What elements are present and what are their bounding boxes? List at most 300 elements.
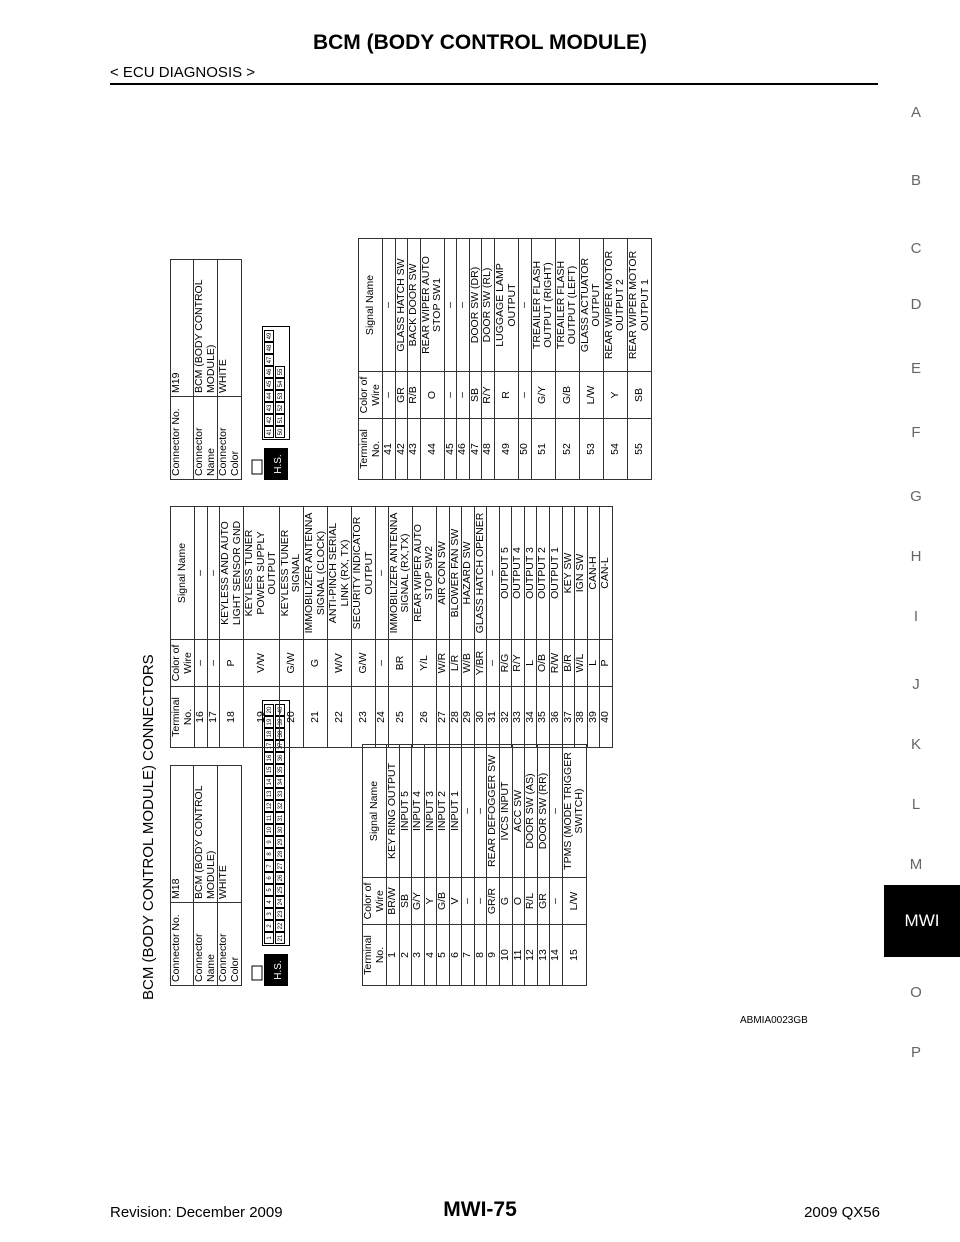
signal-name: KEYLESS AND AUTO LIGHT SENSOR GND [220, 507, 244, 640]
terminal-no: 4 [424, 925, 437, 986]
wire-color: V [449, 878, 462, 925]
wire-color: Y [603, 372, 627, 419]
pin-cell: 42 [264, 414, 274, 426]
table-row [388, 507, 412, 748]
wire-color: L/W [579, 372, 603, 419]
signal-name: IVCS INPUT [500, 745, 513, 878]
section-index-i[interactable]: I [913, 608, 919, 625]
info-value-color: WHITE [218, 766, 242, 903]
pin-cell: 19 [264, 716, 274, 728]
pin-cell: 1 [264, 932, 274, 944]
active-section-tab[interactable]: MWI [884, 885, 960, 957]
signal-name: CAN-L [600, 507, 613, 640]
pin-cell: 2 [264, 920, 274, 932]
wire-color: R/L [525, 878, 538, 925]
table-row [562, 507, 575, 748]
wire-color: G/W [279, 640, 303, 687]
table-row [395, 239, 408, 480]
signal-name: BLOWER FAN SW [449, 507, 462, 640]
wire-color: GR [395, 372, 408, 419]
table-row [462, 507, 475, 748]
table-row [279, 507, 303, 748]
pin-cell: 39 [275, 716, 285, 728]
wire-color: G/W [352, 640, 376, 687]
wire-color: R/Y [482, 372, 495, 419]
pin-cell: 35 [275, 764, 285, 776]
page-title: BCM (BODY CONTROL MODULE) [312, 31, 648, 54]
terminal-no: 49 [495, 419, 519, 480]
wire-color: – [383, 372, 396, 419]
terminal-no: 35 [537, 687, 550, 748]
pin-table-m19 [358, 238, 652, 480]
section-index-k[interactable]: K [910, 736, 921, 753]
column-header: Signal Name [171, 507, 195, 640]
table-row [424, 745, 437, 986]
wire-color: O/B [537, 640, 550, 687]
pin-cell: 47 [264, 354, 274, 366]
terminal-no: 40 [600, 687, 613, 748]
pin-cell: 53 [275, 390, 285, 402]
figure-id: ABMIA0023GB [740, 1015, 808, 1026]
pin-cell: 46 [264, 366, 274, 378]
pin-cell: 29 [275, 836, 285, 848]
table-row [562, 745, 586, 986]
terminal-no: 28 [449, 687, 462, 748]
wire-color: R/G [499, 640, 512, 687]
wire-color: SB [469, 372, 482, 419]
terminal-no: 8 [474, 925, 487, 986]
wire-color: SB [628, 372, 652, 419]
signal-name: INPUT 2 [437, 745, 450, 878]
section-index-e[interactable]: E [910, 360, 921, 377]
wire-color: Y [424, 878, 437, 925]
section-index-c[interactable]: C [910, 240, 922, 257]
wire-color: G [500, 878, 513, 925]
terminal-no: 38 [575, 687, 588, 748]
svg-text:H.S.: H.S. [273, 960, 284, 980]
table-row [376, 507, 389, 748]
section-index-o[interactable]: O [910, 984, 922, 1001]
signal-name: – [457, 239, 470, 372]
signal-name: DOOR SW (DR) [469, 239, 482, 372]
wire-color: GR/R [487, 878, 500, 925]
pin-cell: 21 [275, 932, 285, 944]
column-header: Terminal No. [363, 925, 387, 986]
signal-name: DOOR SW (AS) [525, 745, 538, 878]
wire-color: BR/W [387, 878, 400, 925]
section-index-g[interactable]: G [910, 488, 922, 505]
signal-name: REAR WIPER AUTO STOP SW2 [412, 507, 436, 640]
wire-color: P [600, 640, 613, 687]
terminal-no: 24 [376, 687, 389, 748]
pin-cell: 51 [275, 414, 285, 426]
terminal-no: 21 [304, 687, 328, 748]
table-row [524, 507, 537, 748]
terminal-no: 53 [579, 419, 603, 480]
section-index-f[interactable]: F [911, 424, 921, 441]
wire-color: G/Y [531, 372, 555, 419]
table-row [457, 239, 470, 480]
section-index-b[interactable]: B [910, 172, 921, 189]
terminal-no: 54 [603, 419, 627, 480]
terminal-no: 6 [449, 925, 462, 986]
signal-name: REAR WIPER AUTO STOP SW1 [420, 239, 444, 372]
wire-color: – [195, 640, 208, 687]
column-header: Terminal No. [171, 687, 195, 748]
pin-cell: 54 [275, 378, 285, 390]
section-index-h[interactable]: H [910, 548, 922, 565]
terminal-no: 51 [531, 419, 555, 480]
signal-name: AIR CON SW [437, 507, 450, 640]
column-header: Color of Wire [171, 640, 195, 687]
table-row [437, 507, 450, 748]
signal-name: – [519, 239, 532, 372]
pin-cell: 9 [264, 836, 274, 848]
signal-name: KEYLESS TUNER POWER SUPPLY OUTPUT [244, 507, 280, 640]
section-index-d[interactable]: D [910, 296, 922, 313]
signal-name: ACC SW [512, 745, 525, 878]
signal-name: SECURITY INDICATOR OUTPUT [352, 507, 376, 640]
table-row [587, 507, 600, 748]
wire-color: W/V [328, 640, 352, 687]
signal-name: TPMS (MODE TRIGGER SWITCH) [562, 745, 586, 878]
table-row [487, 745, 500, 986]
signal-name: CAN-H [587, 507, 600, 640]
wire-color: – [474, 878, 487, 925]
pin-cell: 41 [264, 426, 274, 438]
pin-cell: 18 [264, 728, 274, 740]
table-row [328, 507, 352, 748]
wire-color: – [487, 640, 500, 687]
pin-cell: 15 [264, 764, 274, 776]
table-row [603, 239, 627, 480]
table-row [462, 745, 475, 986]
terminal-no: 31 [487, 687, 500, 748]
table-row [482, 239, 495, 480]
table-row [437, 745, 450, 986]
section-index-j[interactable]: J [912, 676, 920, 693]
column-header: Signal Name [359, 239, 383, 372]
wire-color: R/W [549, 640, 562, 687]
pin-cell: 38 [275, 728, 285, 740]
wire-color: B/R [562, 640, 575, 687]
signal-name: TREAILER FLASH OUTPUT (RIGHT) [531, 239, 555, 372]
signal-name: – [444, 239, 457, 372]
terminal-no: 41 [383, 419, 396, 480]
signal-name: – [383, 239, 396, 372]
table-row [525, 745, 538, 986]
pin-cell: 6 [264, 872, 274, 884]
info-value-color: WHITE [218, 260, 242, 397]
terminal-no: 17 [207, 687, 220, 748]
pin-cell: 3 [264, 908, 274, 920]
table-row [474, 507, 487, 748]
terminal-no: 10 [500, 925, 513, 986]
hs-icon [250, 954, 290, 986]
signal-name: INPUT 1 [449, 745, 462, 878]
wire-color: W/L [575, 640, 588, 687]
pin-cell: 50 [275, 426, 285, 438]
table-row [444, 239, 457, 480]
section-index-l[interactable]: L [911, 796, 921, 813]
signal-name: INPUT 5 [399, 745, 412, 878]
wire-color: V/W [244, 640, 280, 687]
column-header: Color of Wire [363, 878, 387, 925]
wire-color: – [550, 878, 563, 925]
wire-color: Y/BR [474, 640, 487, 687]
terminal-no: 1 [387, 925, 400, 986]
pin-cell: 37 [275, 740, 285, 752]
terminal-no: 29 [462, 687, 475, 748]
pin-cell: 36 [275, 752, 285, 764]
table-row [352, 507, 376, 748]
header-rule [110, 83, 878, 85]
terminal-no: 32 [499, 687, 512, 748]
table-row [220, 507, 244, 748]
terminal-no: 46 [457, 419, 470, 480]
pin-cell: 52 [275, 402, 285, 414]
table-row [449, 745, 462, 986]
table-row [550, 745, 563, 986]
table-row [575, 507, 588, 748]
terminal-no: 11 [512, 925, 525, 986]
table-row [244, 507, 280, 748]
pin-cell: 43 [264, 402, 274, 414]
table-row [195, 507, 208, 748]
wire-color: – [462, 878, 475, 925]
terminal-no: 9 [487, 925, 500, 986]
signal-name: REAR DEFOGGER SW [487, 745, 500, 878]
pin-cell: 5 [264, 884, 274, 896]
terminal-no: 48 [482, 419, 495, 480]
column-header: Terminal No. [359, 419, 383, 480]
pin-cell: 44 [264, 390, 274, 402]
signal-name: OUTPUT 1 [549, 507, 562, 640]
terminal-no: 39 [587, 687, 600, 748]
table-row [387, 745, 400, 986]
table-row [531, 239, 555, 480]
terminal-no: 33 [512, 687, 525, 748]
table-row [537, 507, 550, 748]
table-row [628, 239, 652, 480]
pin-cell: 34 [275, 776, 285, 788]
info-label: Connector Color [218, 397, 242, 480]
wire-color: L [587, 640, 600, 687]
table-row [383, 239, 396, 480]
hs-icon [250, 448, 290, 480]
signal-name: DOOR SW (RR) [537, 745, 550, 878]
info-value-name: BCM (BODY CONTROL MODULE) [194, 260, 218, 397]
info-value-no: M19 [171, 260, 194, 397]
pin-cell: 31 [275, 812, 285, 824]
table-row [495, 239, 519, 480]
terminal-no: 5 [437, 925, 450, 986]
wire-color: R/B [408, 372, 421, 419]
connector-info-m19 [170, 259, 242, 480]
pin-cell: 49 [264, 330, 274, 342]
table-row [304, 507, 328, 748]
info-label: Connector No. [171, 397, 194, 480]
pin-cell: 30 [275, 824, 285, 836]
pin-cell: 16 [264, 752, 274, 764]
signal-name: GLASS HATCH SW [395, 239, 408, 372]
terminal-no: 45 [444, 419, 457, 480]
section-index-p[interactable]: P [910, 1044, 921, 1061]
connector-info-m18 [170, 765, 242, 986]
signal-name: REAR WIPER MOTOR OUTPUT 1 [628, 239, 652, 372]
info-label: Connector Name [194, 903, 218, 986]
signal-name: OUTPUT 4 [512, 507, 525, 640]
terminal-no: 2 [399, 925, 412, 986]
terminal-no: 52 [555, 419, 579, 480]
wire-color: L/W [562, 878, 586, 925]
signal-name: REAR WIPER MOTOR OUTPUT 2 [603, 239, 627, 372]
table-row [399, 745, 412, 986]
diagram-title: BCM (BODY CONTROL MODULE) CONNECTORS [140, 654, 157, 1000]
terminal-no: 34 [524, 687, 537, 748]
terminal-no: 25 [388, 687, 412, 748]
pin-cell: 22 [275, 920, 285, 932]
wire-color: GR [537, 878, 550, 925]
terminal-no: 19 [244, 687, 280, 748]
wire-color: O [420, 372, 444, 419]
signal-name: KEYLESS TUNER SIGNAL [279, 507, 303, 640]
terminal-no: 30 [474, 687, 487, 748]
terminal-no: 7 [462, 925, 475, 986]
wire-color: W/R [437, 640, 450, 687]
signal-name: OUTPUT 2 [537, 507, 550, 640]
signal-name: KEY RING OUTPUT [387, 745, 400, 878]
footer-model: 2009 QX56 [804, 1204, 880, 1221]
signal-name: GLASS HATCH OPENER [474, 507, 487, 640]
pin-cell: 26 [275, 872, 285, 884]
pin-cell: 28 [275, 848, 285, 860]
signal-name: – [462, 745, 475, 878]
signal-name: – [487, 507, 500, 640]
footer-revision: Revision: December 2009 [110, 1204, 283, 1221]
signal-name: – [195, 507, 208, 640]
signal-name: TREAILER FLASH OUTPUT (LEFT) [555, 239, 579, 372]
section-index-a[interactable]: A [910, 104, 921, 121]
wire-color: L [524, 640, 537, 687]
signal-name: GLASS ACTUATOR OUTPUT [579, 239, 603, 372]
table-row [500, 745, 513, 986]
terminal-no: 3 [412, 925, 425, 986]
signal-name: OUTPUT 3 [524, 507, 537, 640]
terminal-no: 23 [352, 687, 376, 748]
signal-name: – [376, 507, 389, 640]
table-row [579, 239, 603, 480]
pin-cell: 45 [264, 378, 274, 390]
signal-name: DOOR SW (RL) [482, 239, 495, 372]
terminal-no: 42 [395, 419, 408, 480]
section-label: < ECU DIAGNOSIS > [110, 64, 256, 81]
pin-cell: 25 [275, 884, 285, 896]
signal-name: ANTI-PINCH SERIAL LINK (RX, TX) [328, 507, 352, 640]
table-row [474, 745, 487, 986]
table-row [408, 239, 421, 480]
column-header: Color of Wire [359, 372, 383, 419]
pin-cell: 10 [264, 824, 274, 836]
wire-color: L/R [449, 640, 462, 687]
terminal-no: 36 [549, 687, 562, 748]
column-header: Signal Name [363, 745, 387, 878]
info-value-name: BCM (BODY CONTROL MODULE) [194, 766, 218, 903]
pin-table-m18-cont [170, 506, 613, 748]
wire-color: G [304, 640, 328, 687]
table-row [449, 507, 462, 748]
pin-cell: 33 [275, 788, 285, 800]
terminal-no: 50 [519, 419, 532, 480]
table-row [537, 745, 550, 986]
signal-name: INPUT 4 [412, 745, 425, 878]
pin-cell: 4 [264, 896, 274, 908]
terminal-no: 13 [537, 925, 550, 986]
pin-cell: 8 [264, 848, 274, 860]
wire-color: G/B [555, 372, 579, 419]
wire-color: G/B [437, 878, 450, 925]
table-row [600, 507, 613, 748]
wire-color: – [207, 640, 220, 687]
wire-color: P [220, 640, 244, 687]
pin-cell: 24 [275, 896, 285, 908]
pin-cell: 20 [264, 704, 274, 716]
table-row [469, 239, 482, 480]
terminal-no: 26 [412, 687, 436, 748]
pin-table-m18 [362, 744, 587, 986]
section-index-m[interactable]: M [909, 856, 923, 873]
pin-cell: 55 [275, 366, 285, 378]
table-row [519, 239, 532, 480]
svg-text:H.S.: H.S. [273, 454, 284, 474]
signal-name: OUTPUT 5 [499, 507, 512, 640]
signal-name: – [474, 745, 487, 878]
signal-name: HAZARD SW [462, 507, 475, 640]
table-row [555, 239, 579, 480]
terminal-no: 27 [437, 687, 450, 748]
info-label: Connector Color [218, 903, 242, 986]
terminal-no: 47 [469, 419, 482, 480]
signal-name: – [207, 507, 220, 640]
info-label: Connector Name [194, 397, 218, 480]
pin-cell: 13 [264, 788, 274, 800]
pin-cell: 27 [275, 860, 285, 872]
table-row [412, 507, 436, 748]
pin-cell: 12 [264, 800, 274, 812]
pin-cell: 32 [275, 800, 285, 812]
signal-name: IMMOBILIZER ANTENNA SIGNAL (CLOCK) [304, 507, 328, 640]
table-row [207, 507, 220, 748]
wire-color: SB [399, 878, 412, 925]
wire-color: BR [388, 640, 412, 687]
pin-cell: 48 [264, 342, 274, 354]
terminal-no: 16 [195, 687, 208, 748]
terminal-no: 43 [408, 419, 421, 480]
table-row [499, 507, 512, 748]
terminal-no: 15 [562, 925, 586, 986]
terminal-no: 22 [328, 687, 352, 748]
table-row [549, 507, 562, 748]
table-row [512, 745, 525, 986]
signal-name: IMMOBILIZER ANTENNA SIGNAL (RX,TX) [388, 507, 412, 640]
connector-diagram [140, 120, 840, 1000]
terminal-no: 18 [220, 687, 244, 748]
signal-name: BACK DOOR SW [408, 239, 421, 372]
wire-color: O [512, 878, 525, 925]
table-row [412, 745, 425, 986]
terminal-no: 37 [562, 687, 575, 748]
signal-name: LUGGAGE LAMP OUTPUT [495, 239, 519, 372]
